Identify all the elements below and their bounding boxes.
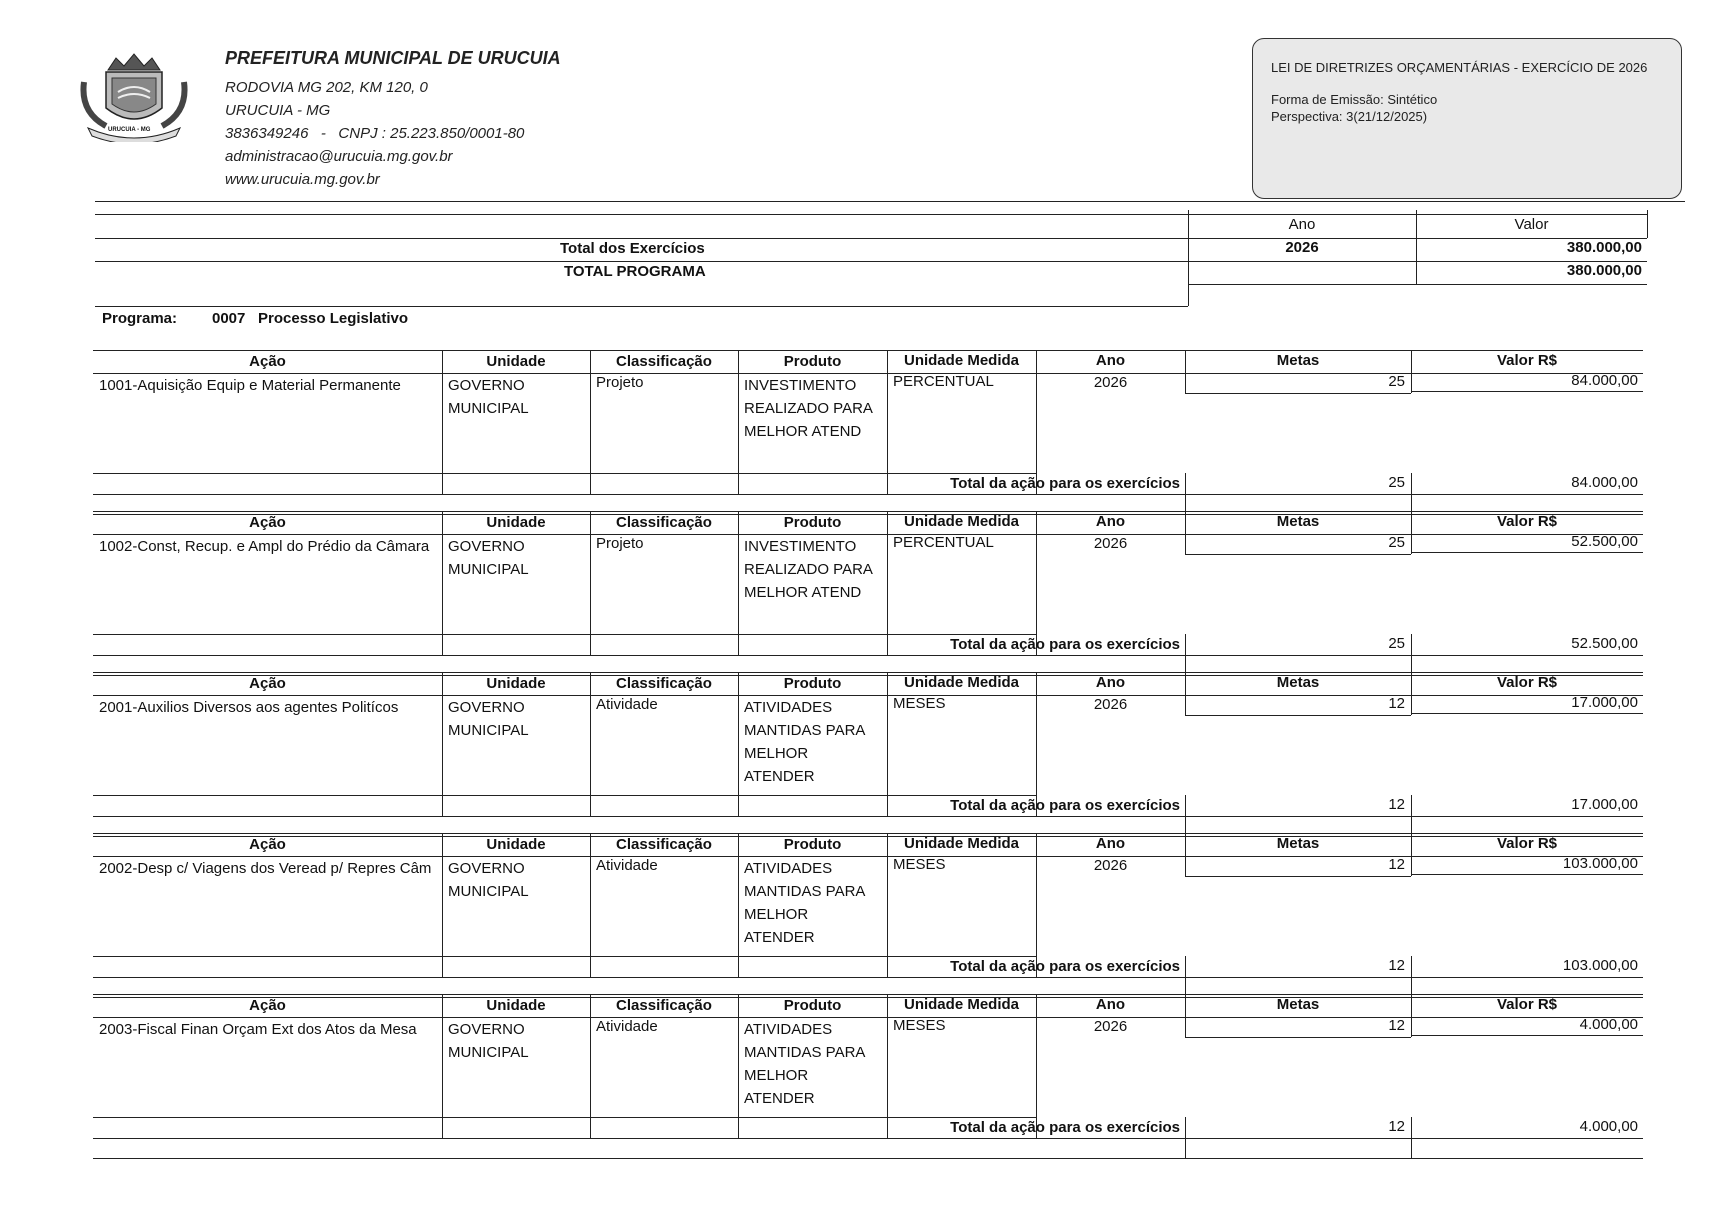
col-classificacao-header: Classificação: [616, 675, 712, 692]
address: RODOVIA MG 202, KM 120, 0: [225, 79, 428, 96]
acao-classificacao: Atividade: [596, 857, 658, 874]
col-unidade-medida-header: Unidade Medida: [903, 996, 1019, 1013]
col-classificacao-header: Classificação: [616, 514, 712, 531]
acao-total-valor: 52.500,00: [1571, 635, 1638, 652]
total-exercicios-valor: 380.000,00: [1566, 239, 1642, 256]
col-ano-header: Ano: [1095, 835, 1126, 852]
acao-unidade: GOVERNO MUNICIPAL: [448, 699, 529, 739]
acao-ano: 2026: [1093, 535, 1128, 552]
acao-total-label: Total da ação para os exercícios: [950, 636, 1180, 653]
city: URUCUIA - MG: [225, 102, 331, 119]
col-unidade-medida-header: Unidade Medida: [903, 352, 1019, 369]
acao-unidade-medida: PERCENTUAL: [893, 534, 994, 551]
website: www.urucuia.mg.gov.br: [225, 171, 380, 188]
col-acao-header: Ação: [249, 997, 286, 1014]
col-metas-header: Metas: [1276, 674, 1320, 691]
acao-name: 1002-Const, Recup. e Ampl do Prédio da Câmara: [99, 538, 430, 555]
col-ano-header: Ano: [1095, 996, 1126, 1013]
acao-name: 2003-Fiscal Finan Orçam Ext dos Atos da Mesa: [99, 1021, 417, 1038]
email: administracao@urucuia.mg.gov.br: [225, 148, 453, 165]
acao-unidade-medida: PERCENTUAL: [893, 373, 994, 390]
col-unidade-header: Unidade: [486, 997, 546, 1014]
acao-total-metas: 25: [1388, 474, 1405, 491]
col-metas-header: Metas: [1276, 352, 1320, 369]
col-valor-header: Valor R$: [1496, 996, 1558, 1013]
col-classificacao-header: Classificação: [616, 353, 712, 370]
acao-total-valor: 103.000,00: [1562, 957, 1638, 974]
municipality-title: PREFEITURA MUNICIPAL DE URUCUIA: [225, 48, 561, 68]
acao-name: 1001-Aquisição Equip e Material Permanente: [99, 377, 401, 394]
acao-total-metas: 12: [1388, 1118, 1405, 1135]
total-programa-valor: 380.000,00: [1566, 262, 1642, 279]
acao-name: 2002-Desp c/ Viagens dos Veread p/ Repres Câm: [99, 860, 432, 877]
col-unidade-header: Unidade: [486, 836, 546, 853]
acao-metas: 12: [1388, 856, 1405, 873]
acao-total-valor: 17.000,00: [1571, 796, 1638, 813]
col-produto-header: Produto: [783, 836, 842, 853]
acao-metas: 25: [1388, 534, 1405, 551]
acao-ano: 2026: [1093, 857, 1128, 874]
col-metas-header: Metas: [1276, 835, 1320, 852]
col-unidade-header: Unidade: [486, 514, 546, 531]
acao-produto: INVESTIMENTO REALIZADO PARA MELHOR ATEND: [744, 538, 873, 601]
acao-unidade-medida: MESES: [893, 1017, 946, 1034]
col-acao-header: Ação: [249, 353, 286, 370]
phone-cnpj: 3836349246 - CNPJ : 25.223.850/0001-80: [225, 125, 525, 142]
col-valor-header: Valor R$: [1496, 352, 1558, 369]
col-ano-header: Ano: [1095, 674, 1126, 691]
municipal-seal: [78, 52, 190, 142]
acao-total-valor: 84.000,00: [1571, 474, 1638, 491]
report-info-box: [1252, 38, 1682, 199]
acao-produto: ATIVIDADES MANTIDAS PARA MELHOR ATENDER: [744, 1021, 865, 1107]
acao-produto: ATIVIDADES MANTIDAS PARA MELHOR ATENDER: [744, 699, 865, 785]
total-exercicios-ano: 2026: [1285, 239, 1319, 256]
totals-col-ano: Ano: [1288, 216, 1316, 233]
total-exercicios-label: Total dos Exercícios: [560, 240, 705, 257]
total-programa-label: TOTAL PROGRAMA: [564, 263, 706, 280]
acao-valor: 4.000,00: [1579, 1016, 1638, 1033]
acao-produto: ATIVIDADES MANTIDAS PARA MELHOR ATENDER: [744, 860, 865, 946]
col-metas-header: Metas: [1276, 513, 1320, 530]
acao-classificacao: Atividade: [596, 696, 658, 713]
col-produto-header: Produto: [783, 353, 842, 370]
acao-unidade: GOVERNO MUNICIPAL: [448, 377, 529, 417]
col-metas-header: Metas: [1276, 996, 1320, 1013]
programa-name: Processo Legislativo: [258, 310, 409, 327]
acao-unidade: GOVERNO MUNICIPAL: [448, 1021, 529, 1061]
acao-classificacao: Projeto: [596, 374, 644, 391]
col-produto-header: Produto: [783, 997, 842, 1014]
acao-valor: 52.500,00: [1571, 533, 1638, 550]
acao-valor: 103.000,00: [1562, 855, 1638, 872]
acao-valor: 17.000,00: [1571, 694, 1638, 711]
acao-total-label: Total da ação para os exercícios: [950, 958, 1180, 975]
acao-unidade-medida: MESES: [893, 695, 946, 712]
acao-total-metas: 12: [1388, 957, 1405, 974]
col-valor-header: Valor R$: [1496, 513, 1558, 530]
col-classificacao-header: Classificação: [616, 997, 712, 1014]
emission-form: Forma de Emissão: Sintético: [1271, 92, 1438, 107]
acao-metas: 12: [1388, 695, 1405, 712]
acao-metas: 25: [1388, 373, 1405, 390]
acao-total-label: Total da ação para os exercícios: [950, 1119, 1180, 1136]
col-valor-header: Valor R$: [1496, 835, 1558, 852]
acao-classificacao: Projeto: [596, 535, 644, 552]
col-unidade-medida-header: Unidade Medida: [903, 835, 1019, 852]
col-ano-header: Ano: [1095, 352, 1126, 369]
acao-valor: 84.000,00: [1571, 372, 1638, 389]
perspective: Perspectiva: 3(21/12/2025): [1271, 109, 1428, 124]
col-produto-header: Produto: [783, 675, 842, 692]
col-acao-header: Ação: [249, 514, 286, 531]
col-unidade-medida-header: Unidade Medida: [903, 674, 1019, 691]
acao-ano: 2026: [1093, 696, 1128, 713]
totals-col-valor: Valor: [1514, 216, 1549, 233]
col-ano-header: Ano: [1095, 513, 1126, 530]
acao-produto: INVESTIMENTO REALIZADO PARA MELHOR ATEND: [744, 377, 873, 440]
acao-ano: 2026: [1093, 374, 1128, 391]
col-unidade-header: Unidade: [486, 675, 546, 692]
acao-total-label: Total da ação para os exercícios: [950, 797, 1180, 814]
acao-ano: 2026: [1093, 1018, 1128, 1035]
col-acao-header: Ação: [249, 675, 286, 692]
col-classificacao-header: Classificação: [616, 836, 712, 853]
col-acao-header: Ação: [249, 836, 286, 853]
acao-total-metas: 12: [1388, 796, 1405, 813]
col-produto-header: Produto: [783, 514, 842, 531]
acao-unidade: GOVERNO MUNICIPAL: [448, 860, 529, 900]
col-unidade-medida-header: Unidade Medida: [903, 513, 1019, 530]
acao-metas: 12: [1388, 1017, 1405, 1034]
programa-label: Programa:: [102, 310, 178, 327]
acao-total-label: Total da ação para os exercícios: [950, 475, 1180, 492]
acao-total-valor: 4.000,00: [1579, 1118, 1638, 1135]
seal-text: URUCUIA - MG: [108, 127, 151, 133]
col-unidade-header: Unidade: [486, 353, 546, 370]
acao-name: 2001-Auxilios Diversos aos agentes Politícos: [99, 699, 399, 716]
acao-unidade: GOVERNO MUNICIPAL: [448, 538, 529, 578]
acao-classificacao: Atividade: [596, 1018, 658, 1035]
acao-unidade-medida: MESES: [893, 856, 946, 873]
report-title: LEI DE DIRETRIZES ORÇAMENTÁRIAS - EXERCÍCIO DE 2026: [1271, 60, 1648, 75]
col-valor-header: Valor R$: [1496, 674, 1558, 691]
header-divider: [95, 201, 1685, 202]
programa-code: 0007: [212, 310, 246, 327]
acao-total-metas: 25: [1388, 635, 1405, 652]
